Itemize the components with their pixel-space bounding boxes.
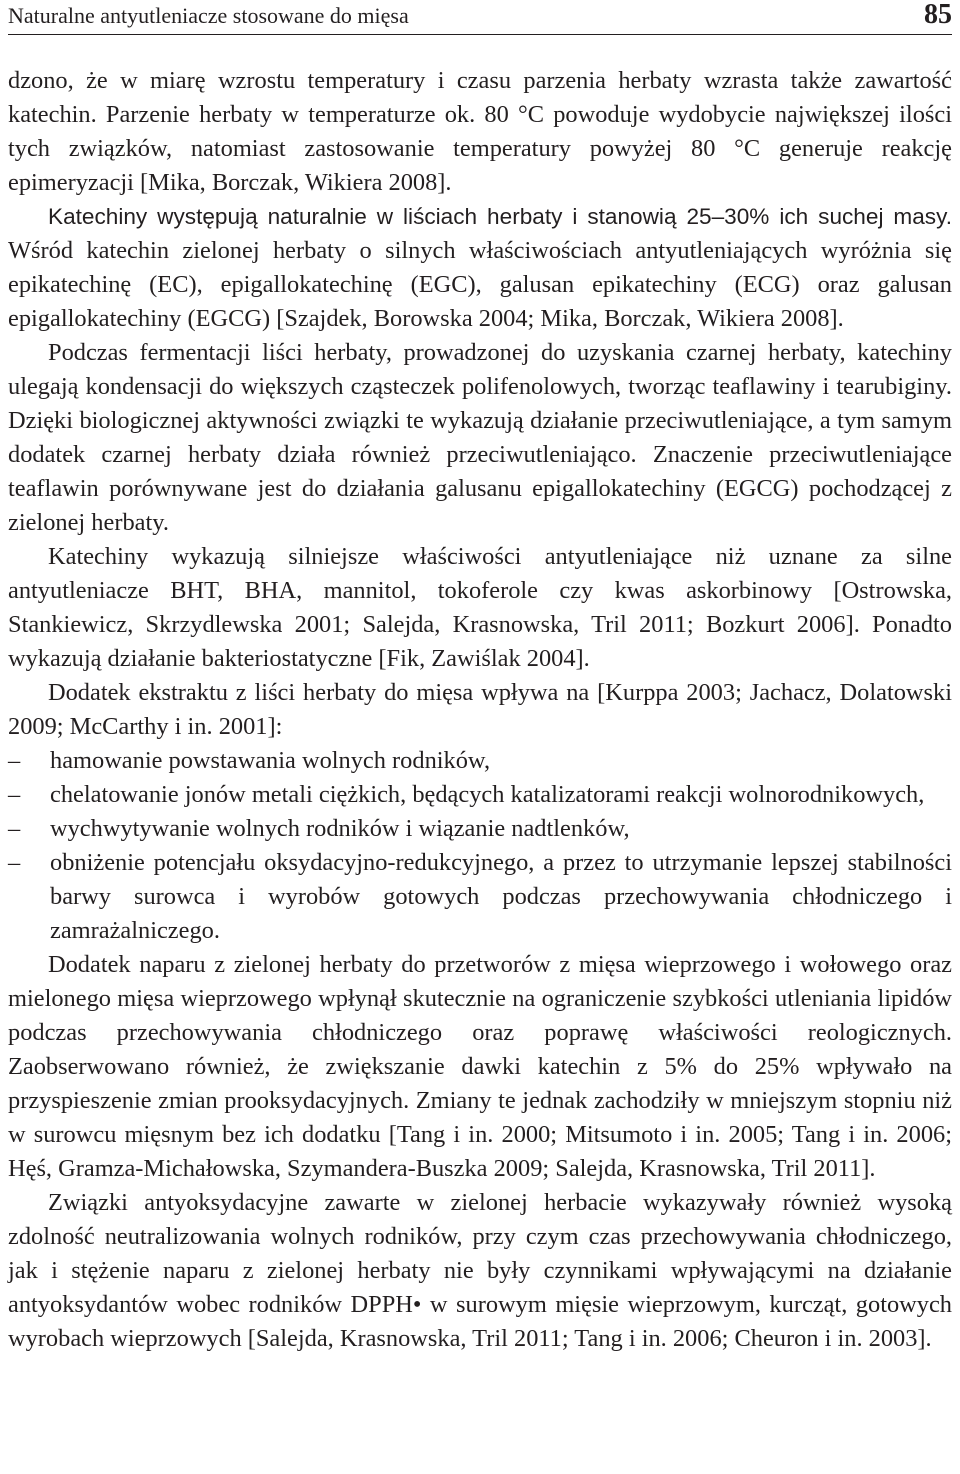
list-dash: – <box>8 747 21 774</box>
list-item <box>8 812 952 846</box>
paragraph-7: Związki antyoksydacyjne zawarte w zielonej herbacie wykazywały również wysoką zdolność neutralizowania wolnych rodników, przy czym czas przechowywania chłodniczego, jak i stężenie naparu z zielonej herbaty nie były czynnikami wpływającymi na działanie antyoksydantów wobec rodników DPPH• w surowym mięsie wieprzowym, kurcząt, gotowych wyrobach wieprzowych [Salejda, Krasnowska, Tril 2011; Tang i in. 2006; Cheuron i in. 2003]. <box>8 1189 952 1352</box>
body-text <box>8 64 952 1356</box>
list-dash: – <box>8 849 21 876</box>
paragraph-3: Podczas fermentacji liści herbaty, prowadzonej do uzyskania czarnej herbaty, katechiny ulegają kondensacji do większych cząsteczek polifenolowych, tworząc teaflawiny i tearubiginy. Dzięki biologicznej aktywności związki te wykazują działanie przeciwutleniające, a tym samym dodatek czarnej herbaty działa również przeciwutleniająco. Znaczenie przeciwutleniające teaflawin porównywane jest do działania galusanu epigallokatechiny (EGCG) pochodzącej z zielonej herbaty. <box>8 339 952 536</box>
list-item <box>8 778 952 812</box>
paragraph-5: Dodatek ekstraktu z liści herbaty do mięsa wpływa na [Kurppa 2003; Jachacz, Dolatowski 2009; McCarthy i in. 2001]: <box>8 679 952 740</box>
paragraph-6: Dodatek naparu z zielonej herbaty do przetworów z mięsa wieprzowego i wołowego oraz mielonego mięsa wieprzowego wpłynął skutecznie na ograniczenie szybkości utleniania lipidów podczas przechowywania chłodniczego oraz poprawę właściwości reologicznych. Zaobserwowano również, że zwiększanie dawki katechin z 5% do 25% wpływało na przyspieszenie zmian prooksydacyjnych. Zmiany te jednak zachodziły w mniejszym stopniu niż w surowcu mięsnym bez ich dodatku [Tang i in. 2000; Mitsumoto i in. 2005; Tang i in. 2006; Hęś, Gramza-Michałowska, Szymandera-Buszka 2009; Salejda, Krasnowska, Tril 2011]. <box>8 951 952 1182</box>
list-item <box>8 744 952 778</box>
running-title: Naturalne antyutleniacze stosowane do mięsa <box>8 3 409 28</box>
paragraph-1: dzono, że w miarę wzrostu temperatury i czasu parzenia herbaty wzrasta także zawartość katechin. Parzenie herbaty w temperaturze ok. 80 °C powoduje wydobycie największej ilości tych związków, natomiast zastosowanie temperatury powyżej 80 °C generuje reakcję epimeryzacji [Mika, Borczak, Wikiera 2008]. <box>8 67 952 196</box>
list-dash: – <box>8 781 21 808</box>
effects-list <box>8 744 952 948</box>
running-header <box>8 0 952 35</box>
page-number: 85 <box>924 0 952 30</box>
paragraph-2 <box>8 200 952 336</box>
list-item-text: wychwytywanie wolnych rodników i wiązanie nadtlenków, <box>50 815 630 842</box>
list-item-text: hamowanie powstawania wolnych rodników, <box>50 747 491 774</box>
paragraph-4: Katechiny wykazują silniejsze właściwości antyutleniające niż uznane za silne antyutleniacze BHT, BHA, mannitol, tokoferole czy kwas askorbinowy [Ostrowska, Stankiewicz, Skrzydlewska 2001; Salejda, Krasnowska, Tril 2011; Bozkurt 2006]. Ponadto wykazują działanie bakteriostatyczne [Fik, Zawiślak 2004]. <box>8 543 952 672</box>
list-item-text: chelatowanie jonów metali ciężkich, będących katalizatorami reakcji wolnorodnikowych, <box>50 781 925 808</box>
paragraph-2-lead: Katechiny występują naturalnie w liściach herbaty i stanowią 25–30% ich suchej masy. <box>48 204 952 229</box>
list-item <box>8 846 952 948</box>
list-item-text: obniżenie potencjału oksydacyjno-redukcyjnego, a przez to utrzymanie lepszej stabilności barwy surowca i wyrobów gotowych podczas przechowywania chłodniczego i zamrażalniczego. <box>50 849 952 944</box>
list-dash: – <box>8 815 21 842</box>
paragraph-2-rest: Wśród katechin zielonej herbaty o silnych właściwościach antyutleniających wyróżnia się epikatechinę (EC), epigallokatechinę (EGC), galusan epikatechiny (ECG) oraz galusan epigallokatechiny (EGCG) [Szajdek, Borowska 2004; Mika, Borczak, Wikiera 2008]. <box>8 237 952 332</box>
